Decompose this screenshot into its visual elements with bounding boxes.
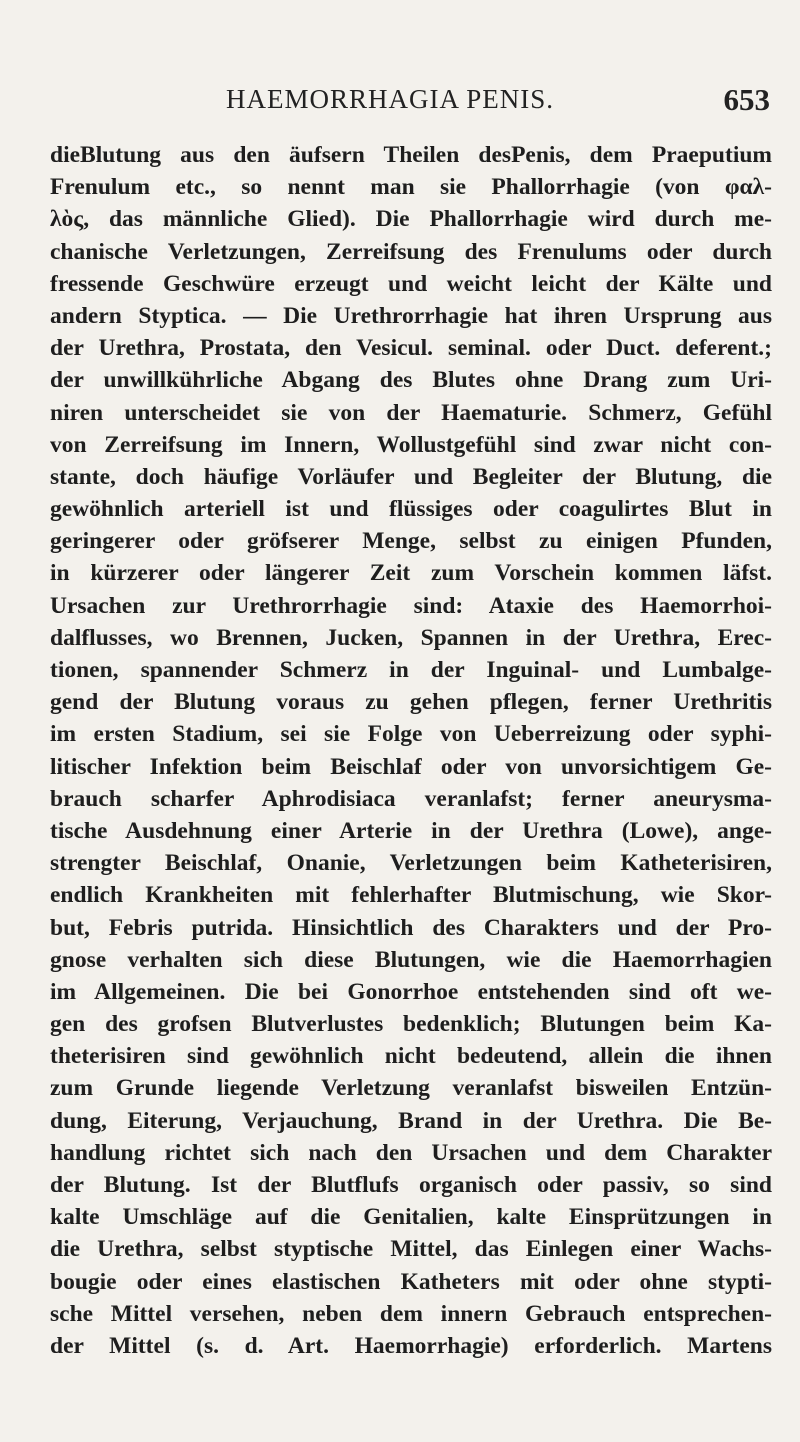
text-line: tionen, spannender Schmerz in der Inguinal- und Lumbalge- bbox=[50, 657, 772, 683]
text-line: litischer Infektion beim Beischlaf oder von unvorsichtigem Ge- bbox=[50, 753, 772, 780]
text-line: niren unterscheidet sie von der Haematurie. Schmerz, Gefühl bbox=[50, 399, 772, 426]
text-line: in kürzerer oder längerer Zeit zum Vorschein kommen läfst. bbox=[50, 560, 772, 587]
text-line: λὸς, das männliche Glied). Die Phallorrhagie wird durch me- bbox=[50, 206, 772, 233]
text-line: dieBlutung aus den äufsern Theilen desPenis, dem Praeputium bbox=[50, 142, 772, 168]
body-text bbox=[50, 139, 772, 1362]
text-line: der Blutung. Ist der Blutflufs organisch oder passiv, so sind bbox=[50, 1172, 772, 1198]
text-line: bougie oder eines elastischen Katheters mit oder ohne stypti- bbox=[50, 1268, 772, 1295]
text-line: die Urethra, selbst styptische Mittel, das Einlegen einer Wachs- bbox=[50, 1236, 772, 1263]
text-line: tische Ausdehnung einer Arterie in der Urethra (Lowe), ange- bbox=[50, 817, 772, 844]
text-line: dalflusses, wo Brennen, Jucken, Spannen in der Urethra, Erec- bbox=[50, 624, 772, 651]
text-line: Frenulum etc., so nennt man sie Phallorrhagie (von φαλ- bbox=[50, 174, 772, 201]
text-line: gen des grofsen Blutverlustes bedenklich; Blutungen beim Ka- bbox=[50, 1011, 772, 1038]
text-line: gewöhnlich arteriell ist und flüssiges oder coagulirtes Blut in bbox=[50, 496, 772, 523]
text-line: chanische Verletzungen, Zerreifsung des Frenulums oder durch bbox=[50, 238, 772, 265]
text-line: brauch scharfer Aphrodisiaca veranlafst; ferner aneurysma- bbox=[50, 785, 772, 812]
text-line: sche Mittel versehen, neben dem innern Gebrauch entsprechen- bbox=[50, 1300, 772, 1327]
text-line: der Mittel (s. d. Art. Haemorrhagie) erforderlich. Martens bbox=[50, 1332, 772, 1359]
text-line: zum Grunde liegende Verletzung veranlafst bisweilen Entzün- bbox=[50, 1075, 772, 1102]
text-line: stante, doch häufige Vorläufer und Begleiter der Blutung, die bbox=[50, 463, 772, 490]
text-line: im Allgemeinen. Die bei Gonorrhoe entstehenden sind oft we- bbox=[50, 978, 772, 1005]
text-line: kalte Umschläge auf die Genitalien, kalte Einsprützungen in bbox=[50, 1204, 772, 1231]
text-line: handlung richtet sich nach den Ursachen und dem Charakter bbox=[50, 1139, 772, 1166]
running-head: HAEMORRHAGIA PENIS. bbox=[226, 84, 555, 114]
text-line: geringerer oder gröfserer Menge, selbst zu einigen Pfunden, bbox=[50, 528, 772, 555]
text-line: Ursachen zur Urethrorrhagie sind: Ataxie des Haemorrhoi- bbox=[50, 592, 772, 619]
text-line: im ersten Stadium, sei sie Folge von Ueberreizung oder syphi- bbox=[50, 721, 772, 748]
text-line: andern Styptica. — Die Urethrorrhagie hat ihren Ursprung aus bbox=[50, 302, 772, 329]
page-number: 653 bbox=[723, 82, 770, 117]
text-line: von Zerreifsung im Innern, Wollustgefühl sind zwar nicht con- bbox=[50, 431, 772, 458]
text-line: der Urethra, Prostata, den Vesicul. seminal. oder Duct. deferent.; bbox=[50, 335, 772, 362]
text-line: endlich Krankheiten mit fehlerhafter Blutmischung, wie Skor- bbox=[50, 882, 772, 909]
text-line: dung, Eiterung, Verjauchung, Brand in der Urethra. Die Be- bbox=[50, 1107, 772, 1134]
text-line: theterisiren sind gewöhnlich nicht bedeutend, allein die ihnen bbox=[50, 1043, 772, 1070]
page-header bbox=[50, 84, 770, 120]
text-line: gend der Blutung voraus zu gehen pflegen, ferner Urethritis bbox=[50, 689, 772, 716]
text-line: but, Febris putrida. Hinsichtlich des Charakters und der Pro- bbox=[50, 914, 772, 941]
text-line: der unwillkührliche Abgang des Blutes ohne Drang zum Uri- bbox=[50, 367, 772, 394]
text-line: gnose verhalten sich diese Blutungen, wie die Haemorrhagien bbox=[50, 946, 772, 973]
text-line: fressende Geschwüre erzeugt und weicht leicht der Kälte und bbox=[50, 270, 772, 297]
text-line: strengter Beischlaf, Onanie, Verletzungen beim Katheterisiren, bbox=[50, 850, 772, 877]
